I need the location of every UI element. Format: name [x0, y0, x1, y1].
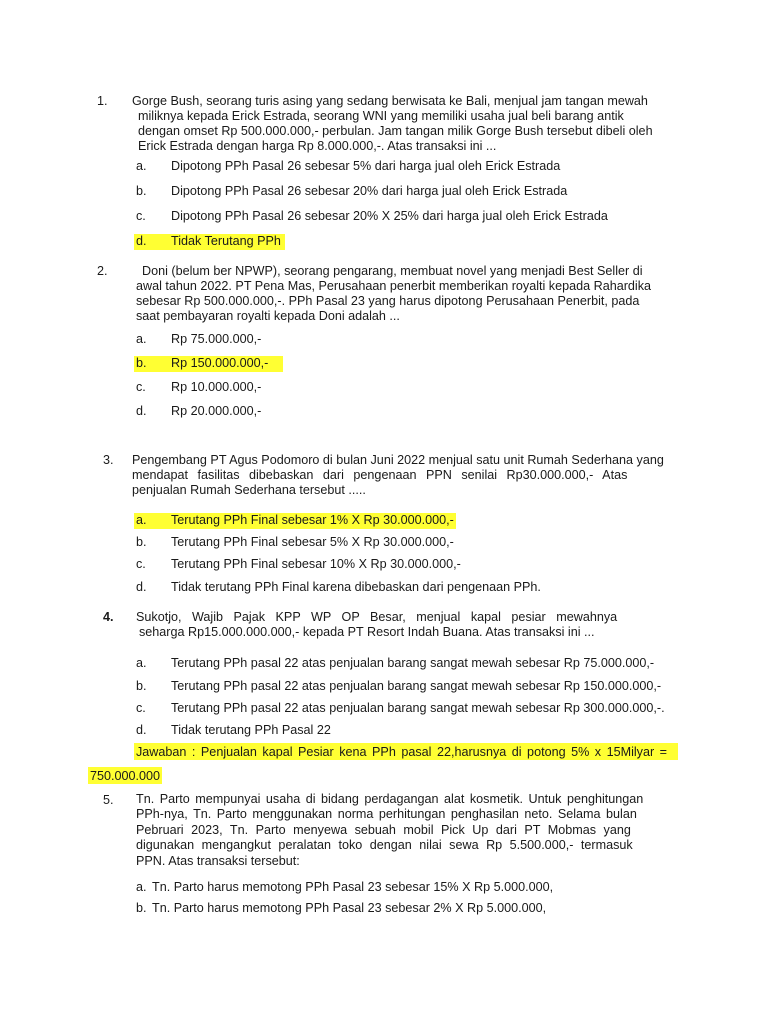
option-1b — [0, 184, 768, 201]
option-4c — [0, 701, 768, 718]
question-number: 3. — [103, 453, 114, 467]
option-2a — [0, 332, 768, 349]
option-label: b. — [136, 679, 147, 693]
question-line: miliknya kepada Erick Estrada, seorang WNI yang memiliki usaha jual beli barang antik — [138, 109, 624, 123]
option-label: a. — [136, 159, 147, 173]
option-label: c. — [136, 380, 146, 394]
option-1d — [0, 234, 768, 251]
question-line: penjualan Rumah Sederhana tersebut ..... — [132, 483, 366, 497]
option-text: Rp 150.000.000,- — [171, 356, 269, 370]
option-text: Dipotong PPh Pasal 26 sebesar 20% dari harga jual oleh Erick Estrada — [171, 184, 568, 198]
option-label: d. — [136, 723, 147, 737]
question-line: Pebruari 2023, Tn. Parto menyewa sebuah mobil Pick Up dari PT Mobmas yang — [136, 822, 631, 837]
option-4d — [0, 723, 768, 740]
option-text: Terutang PPh Final sebesar 5% X Rp 30.000.000,- — [171, 535, 454, 549]
option-label: a. — [136, 332, 147, 346]
option-label: d. — [136, 234, 147, 248]
question-line: mendapat fasilitas dibebaskan dari pengenaan PPN senilai Rp30.000.000,- Atas — [132, 468, 628, 482]
question-line: Doni (belum ber NPWP), seorang pengarang, membuat novel yang menjadi Best Seller di — [142, 264, 643, 278]
option-text: Terutang PPh pasal 22 atas penjualan barang sangat mewah sebesar Rp 75.000.000,- — [171, 656, 655, 670]
option-3b — [0, 535, 768, 552]
question-number: 2. — [97, 264, 108, 278]
question-line: sebesar Rp 500.000.000,-. PPh Pasal 23 yang harus dipotong Perusahaan Penerbit, pada — [136, 294, 640, 308]
option-text: Rp 20.000.000,- — [171, 404, 262, 418]
answer-note: Jawaban : Penjualan kapal Pesiar kena PPh pasal 22,harusnya di potong 5% x 15Milyar = — [136, 745, 668, 759]
option-text: Rp 75.000.000,- — [171, 332, 262, 346]
option-1c — [0, 209, 768, 226]
option-label: a. — [136, 656, 147, 670]
option-2d — [0, 404, 768, 421]
option-4a — [0, 656, 768, 673]
option-text: Terutang PPh pasal 22 atas penjualan barang sangat mewah sebesar Rp 150.000.000,- — [171, 679, 662, 693]
answer-value: 750.000.000 — [90, 769, 161, 783]
option-5a — [0, 880, 768, 897]
question-line: Erick Estrada dengan harga Rp 8.000.000,-. Atas transaksi ini ... — [138, 139, 497, 153]
option-label: c. — [136, 209, 146, 223]
option-4b — [0, 679, 768, 696]
question-line: Tn. Parto mempunyai usaha di bidang perdagangan alat kosmetik. Untuk penghitungan — [136, 792, 644, 806]
question-text — [132, 453, 672, 498]
option-label: c. — [136, 557, 146, 571]
option-text: Terutang PPh Final sebesar 1% X Rp 30.000.000,- — [171, 513, 454, 527]
option-text: Tn. Parto harus memotong PPh Pasal 23 sebesar 15% X Rp 5.000.000, — [152, 880, 554, 894]
option-2c — [0, 380, 768, 397]
option-label: b. — [136, 901, 147, 915]
option-text: Dipotong PPh Pasal 26 sebesar 5% dari harga jual oleh Erick Estrada — [171, 159, 561, 173]
option-1a — [0, 159, 768, 176]
option-3a — [0, 513, 768, 530]
option-label: b. — [136, 184, 147, 198]
question-line: digunakan mengangkut peralatan toko dengan nilai sewa Rp 5.500.000,- termasuk — [136, 838, 633, 853]
question-text — [136, 264, 669, 324]
option-2b — [0, 356, 768, 373]
question-line: Gorge Bush, seorang turis asing yang sedang berwisata ke Bali, menjual jam tangan mewah — [132, 94, 648, 108]
question-line: Sukotjo, Wajib Pajak KPP WP OP Besar, menjual kapal pesiar mewahnya — [136, 610, 618, 624]
option-label: d. — [136, 580, 147, 594]
question-line: seharga Rp15.000.000.000,- kepada PT Resort Indah Buana. Atas transaksi ini ... — [139, 625, 595, 639]
option-3d — [0, 580, 768, 597]
option-label: b. — [136, 356, 147, 370]
question-text — [136, 610, 616, 640]
question-line: PPh-nya, Tn. Parto menggunakan norma perhitungan penghasilan neto. Selama bulan — [136, 807, 637, 822]
question-text — [136, 792, 672, 869]
option-label: c. — [136, 701, 146, 715]
option-text: Rp 10.000.000,- — [171, 380, 262, 394]
option-text: Tn. Parto harus memotong PPh Pasal 23 sebesar 2% X Rp 5.000.000, — [152, 901, 547, 915]
option-5b — [0, 901, 768, 918]
question-line: awal tahun 2022. PT Pena Mas, Perusahaan penerbit memberikan royalti kepada Rahardika — [136, 279, 652, 293]
question-text — [132, 94, 669, 154]
question-line: Pengembang PT Agus Podomoro di bulan Juni 2022 menjual satu unit Rumah Sederhana yang — [132, 453, 664, 467]
question-line: saat pembayaran royalti kepada Doni adalah ... — [136, 309, 400, 323]
option-text: Tidak terutang PPh Final karena dibebaskan dari pengenaan PPh. — [171, 580, 541, 594]
option-3c — [0, 557, 768, 574]
option-label: a. — [136, 880, 147, 894]
option-text: Tidak Terutang PPh — [171, 234, 281, 248]
question-number: 4. — [103, 610, 114, 624]
option-label: b. — [136, 535, 147, 549]
question-number: 5. — [103, 793, 114, 807]
option-label: d. — [136, 404, 147, 418]
question-number: 1. — [97, 94, 108, 108]
question-line: dengan omset Rp 500.000.000,- perbulan. Jam tangan milik Gorge Bush tersebut dibeli oleh — [138, 124, 653, 138]
option-text: Terutang PPh Final sebesar 10% X Rp 30.000.000,- — [171, 557, 461, 571]
option-label: a. — [136, 513, 147, 527]
option-text: Terutang PPh pasal 22 atas penjualan barang sangat mewah sebesar Rp 300.000.000,-. — [171, 701, 665, 715]
question-line: PPN. Atas transaksi tersebut: — [136, 853, 300, 868]
option-text: Tidak terutang PPh Pasal 22 — [171, 723, 331, 737]
option-text: Dipotong PPh Pasal 26 sebesar 20% X 25% dari harga jual oleh Erick Estrada — [171, 209, 608, 223]
